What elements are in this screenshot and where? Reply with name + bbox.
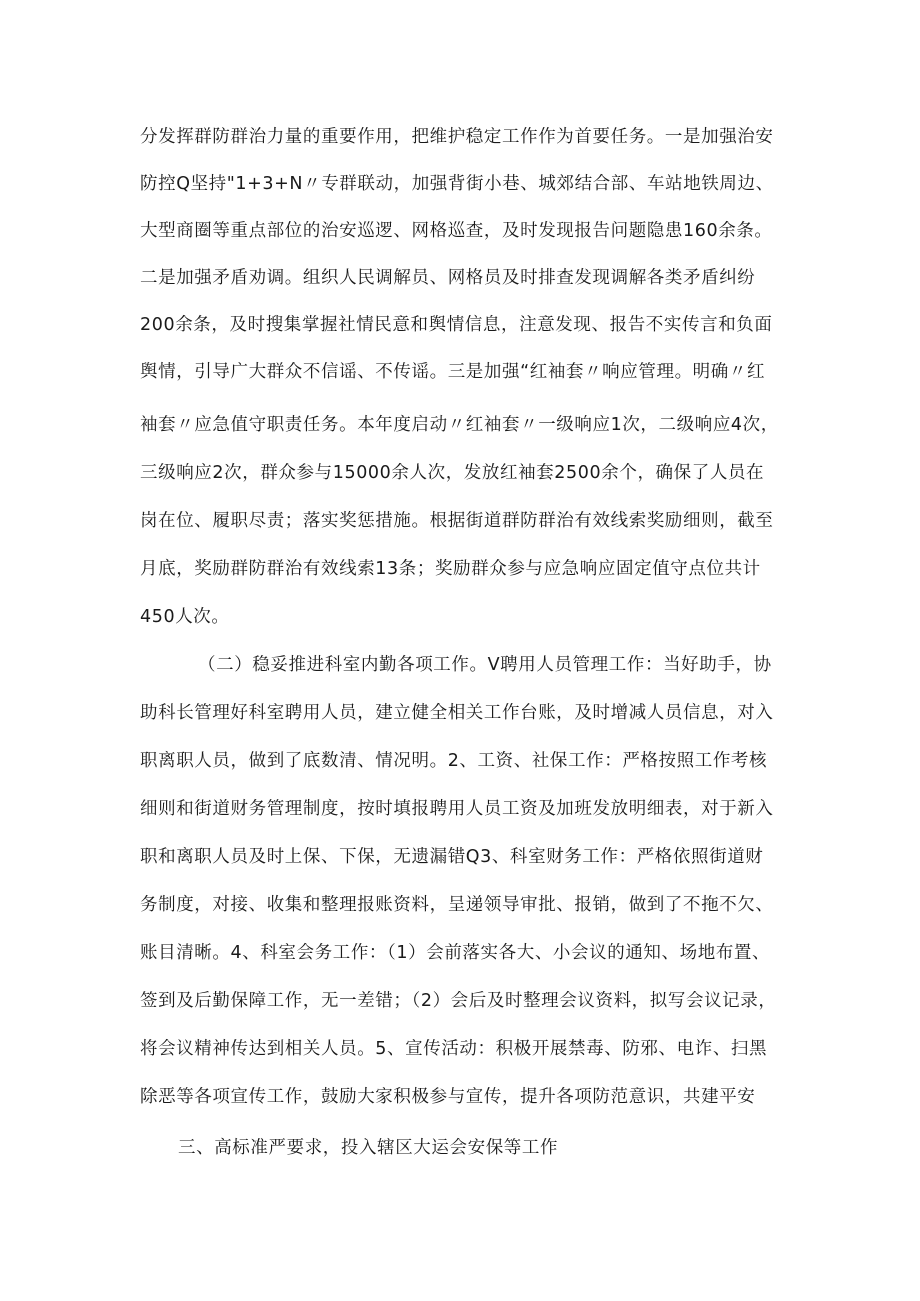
paragraph-line: 袖套〃应急值守职责任务。本年度启动〃红袖套〃一级响应1次，二级响应4次， <box>140 415 779 435</box>
paragraph-line: 月底，奖励群防群治有效线索13条；奖励群众参与应急响应固定值守点位共计 <box>140 559 761 579</box>
paragraph-line: 职离职人员，做到了底数清、情况明。2、工资、社保工作：严格按照工作考核 <box>140 751 768 771</box>
paragraph-line: 将会议精神传达到相关人员。5、宣传活动：积极开展禁毒、防邪、电诈、扫黑 <box>140 1039 768 1059</box>
paragraph-line: 助科长管理好科室聘用人员，建立健全相关工作台账，及时增减人员信息，对入 <box>140 703 774 723</box>
paragraph-line: 舆情，引导广大群众不信谣、不传谣。三是加强“红袖套〃响应管理。明确〃红 <box>140 362 766 382</box>
paragraph-line: 职和离职人员及时上保、下保，无遗漏错Q3、科室财务工作：严格依照街道财 <box>140 847 764 867</box>
section-heading-line: （二）稳妥推进科室内勤各项工作。V聘用人员管理工作：当好助手，协 <box>198 655 772 675</box>
section-heading: 三、高标准严要求，投入辖区大运会安保等工作 <box>178 1138 559 1158</box>
paragraph-line: 账目清晰。4、科室会务工作：（1）会前落实各大、小会议的通知、场地布置、 <box>140 943 771 963</box>
paragraph-line: 签到及后勤保障工作，无一差错；（2）会后及时整理会议资料，拟写会议记录， <box>140 991 777 1011</box>
paragraph-line: 除恶等各项宣传工作，鼓励大家积极参与宣传，提升各项防范意识，共建平安 <box>140 1087 756 1107</box>
paragraph-line: 450人次。 <box>140 607 230 627</box>
paragraph-line: 分发挥群防群治力量的重要作用，把维护稳定工作作为首要任务。一是加强治安 <box>140 127 774 147</box>
paragraph-line: 细则和街道财务管理制度，按时填报聘用人员工资及加班发放明细表，对于新入 <box>140 799 774 819</box>
paragraph-line: 三级响应2次，群众参与15000余人次，发放红袖套2500余个，确保了人员在 <box>140 463 765 483</box>
paragraph-line: 大型商圈等重点部位的治安巡逻、网格巡查，及时发现报告问题隐患160余条。 <box>140 221 773 241</box>
paragraph-line: 防控Q坚持"1+3+N〃专群联动，加强背街小巷、城郊结合部、车站地铁周边、 <box>140 174 774 194</box>
paragraph-line: 200余条，及时搜集掌握社情民意和舆情信息，注意发现、报告不实传言和负面 <box>140 315 773 335</box>
paragraph-line: 岗在位、履职尽责；落实奖惩措施。根据街道群防群治有效线索奖励细则，截至 <box>140 511 774 531</box>
paragraph-line: 二是加强矛盾劝调。组织人民调解员、网格员及时排查发现调解各类矛盾纠纷 <box>140 268 756 288</box>
paragraph-line: 务制度，对接、收集和整理报账资料，呈递领导审批、报销，做到了不拖不欠、 <box>140 895 774 915</box>
